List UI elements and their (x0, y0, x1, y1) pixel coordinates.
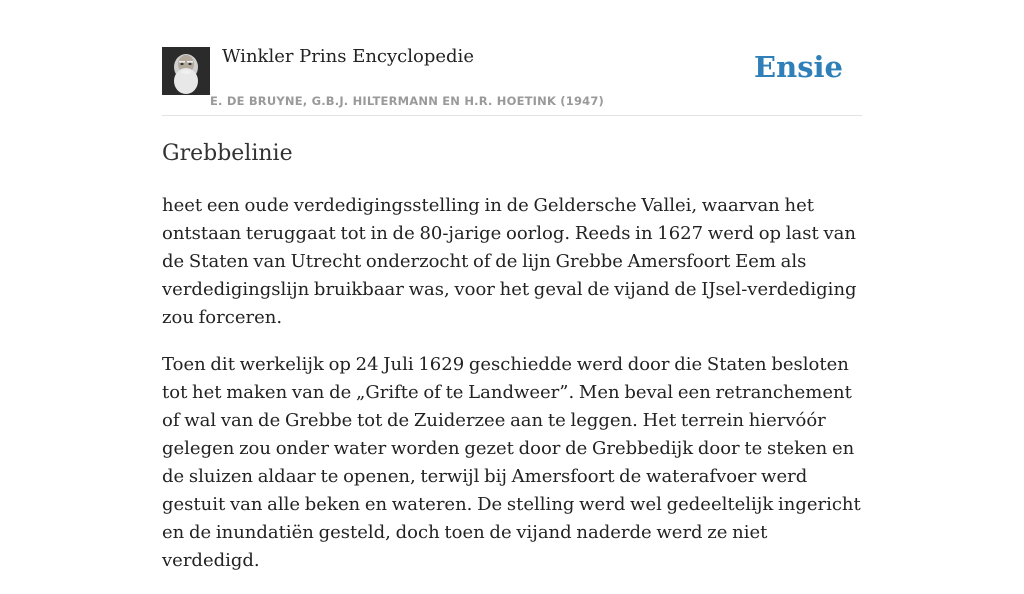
article-paragraph: heet een oude verdedigingsstelling in de Geldersche Vallei, waarvan het ontstaan teruggaat tot in de 80-jarige oorlog. Reeds in 1627 werd op last van de Staten van Utrecht onderzocht of de lijn Grebbe Amersfoort Eem als verdedigingslijn bruikbaar was, voor het geval de vijand de IJsel-verdediging zou forceren. (162, 195, 857, 328)
author-avatar[interactable] (162, 47, 210, 95)
page-container (162, 0, 862, 571)
article-body (162, 192, 862, 594)
site-title[interactable]: Winkler Prins Encyclopedie (222, 46, 474, 67)
article-title: Grebbelinie (162, 141, 293, 166)
authors-byline: E. DE BRUYNE, G.B.J. HILTERMANN EN H.R. HOETINK (1947) (210, 94, 605, 108)
site-header (162, 0, 862, 116)
bearded-man-portrait-icon (162, 47, 210, 95)
ensie-logo[interactable]: Ensie (754, 50, 843, 84)
article-paragraph: Toen dit werkelijk op 24 Juli 1629 geschiedde werd door die Staten besloten tot het maken van de „Grifte of te Landweer”. Men beval een retranchement of wal van de Grebbe tot de Zuiderzee aan te leggen. Het terrein hiervóór gelegen zou onder water worden gezet door de Grebbedijk door te steken en de sluizen aldaar te openen, terwijl bij Amersfoort de waterafvoer werd gestuit van alle beken en wateren. De stelling werd wel gedeeltelijk ingericht en de inundatiën gesteld, doch toen de vijand naderde werd ze niet verdedigd. (162, 354, 861, 571)
